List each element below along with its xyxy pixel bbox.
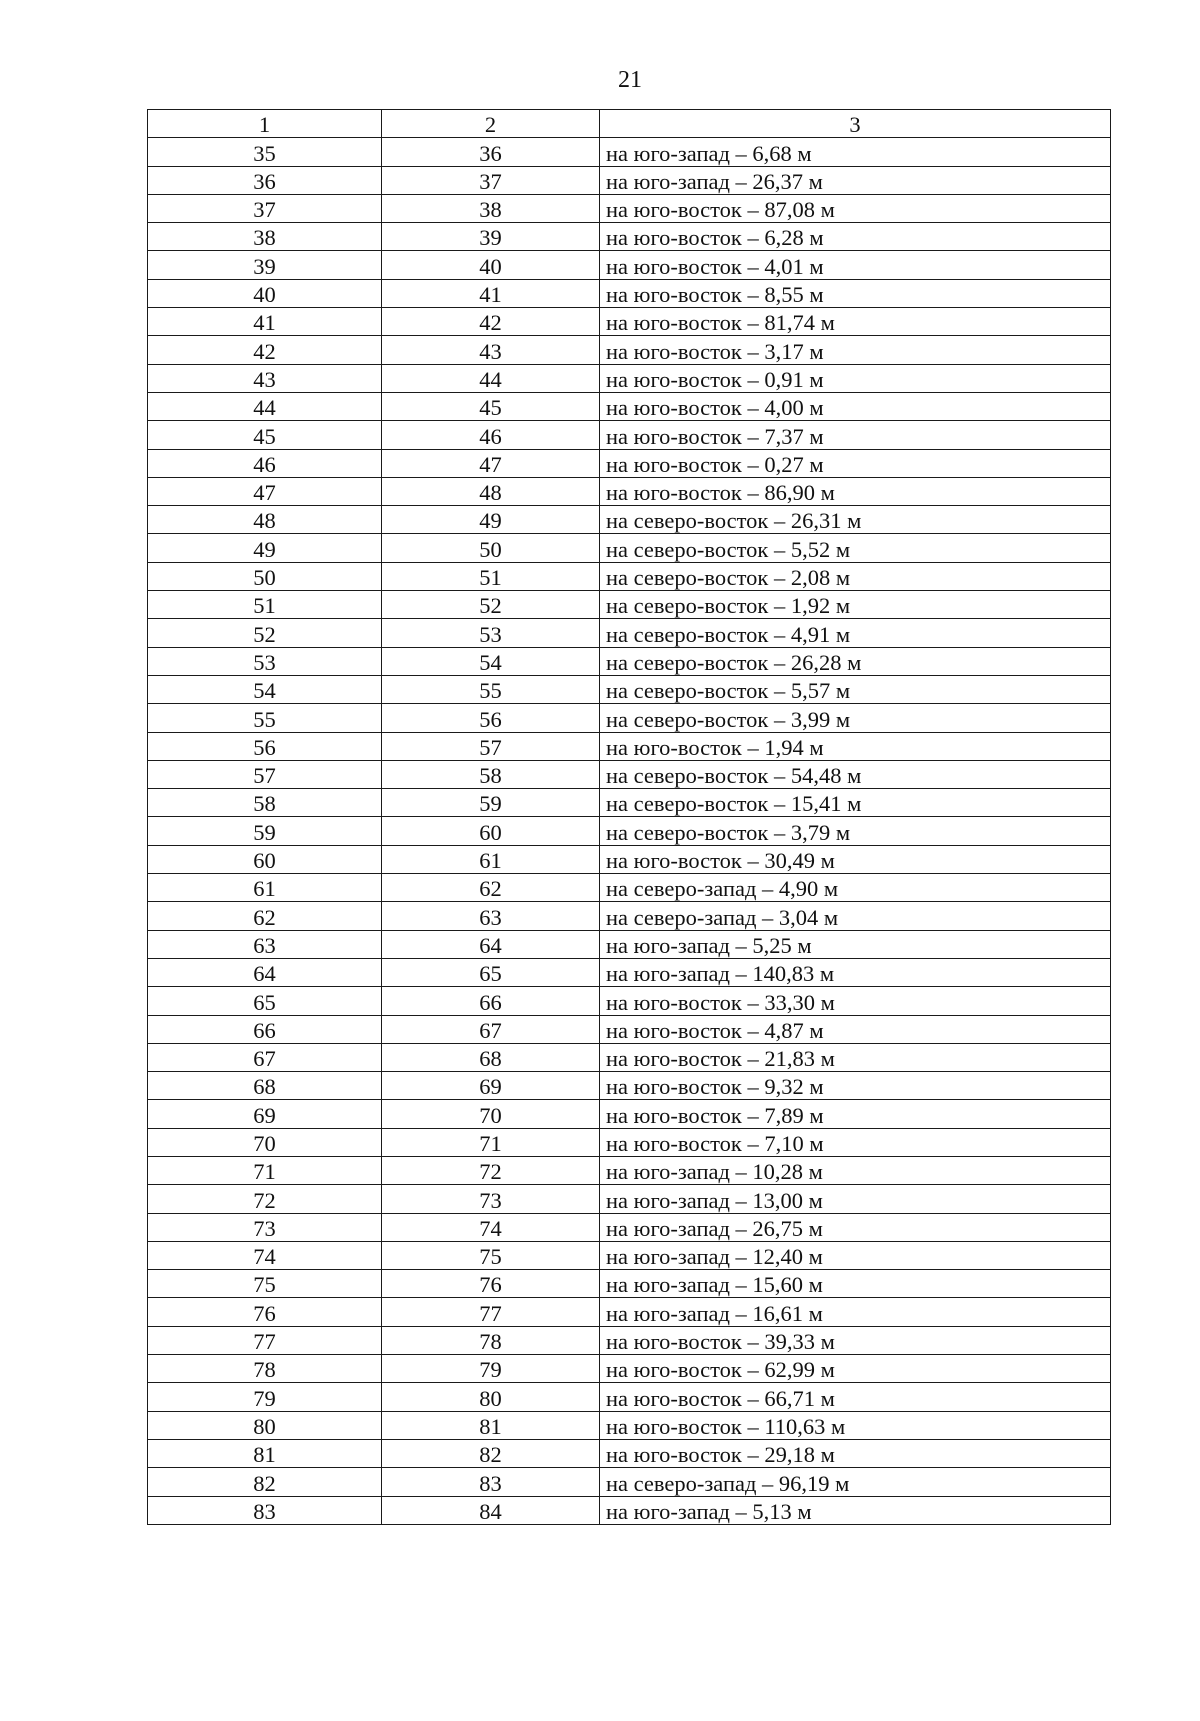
from-point-cell: 61 [148,874,382,902]
to-point-cell: 45 [382,392,600,420]
from-point-cell: 65 [148,987,382,1015]
direction-distance-cell: на северо-восток – 54,48 м [600,760,1111,788]
column-header-2: 2 [382,110,600,138]
table-row [148,364,1111,392]
from-point-cell: 49 [148,534,382,562]
direction-distance-cell: на юго-запад – 26,75 м [600,1213,1111,1241]
direction-distance-cell: на юго-восток – 81,74 м [600,308,1111,336]
table-body [148,138,1111,1525]
direction-distance-cell: на юго-восток – 86,90 м [600,477,1111,505]
table-row [148,421,1111,449]
page-number: 21 [618,67,642,93]
direction-distance-cell: на юго-восток – 29,18 м [600,1439,1111,1467]
to-point-cell: 72 [382,1156,600,1184]
to-point-cell: 44 [382,364,600,392]
direction-distance-cell: на юго-восток – 4,01 м [600,251,1111,279]
to-point-cell: 83 [382,1468,600,1496]
to-point-cell: 59 [382,789,600,817]
direction-distance-cell: на юго-восток – 62,99 м [600,1355,1111,1383]
from-point-cell: 39 [148,251,382,279]
from-point-cell: 35 [148,138,382,166]
direction-distance-cell: на юго-восток – 110,63 м [600,1411,1111,1439]
table-row [148,1015,1111,1043]
direction-distance-cell: на северо-запад – 96,19 м [600,1468,1111,1496]
to-point-cell: 52 [382,591,600,619]
to-point-cell: 66 [382,987,600,1015]
to-point-cell: 81 [382,1411,600,1439]
direction-distance-cell: на юго-восток – 8,55 м [600,279,1111,307]
from-point-cell: 50 [148,562,382,590]
to-point-cell: 46 [382,421,600,449]
direction-distance-cell: на северо-восток – 2,08 м [600,562,1111,590]
to-point-cell: 47 [382,449,600,477]
direction-distance-cell: на юго-запад – 140,83 м [600,958,1111,986]
direction-distance-cell: на северо-восток – 15,41 м [600,789,1111,817]
direction-distance-cell: на северо-восток – 3,79 м [600,817,1111,845]
from-point-cell: 43 [148,364,382,392]
from-point-cell: 77 [148,1326,382,1354]
from-point-cell: 79 [148,1383,382,1411]
table-row [148,1326,1111,1354]
from-point-cell: 73 [148,1213,382,1241]
direction-distance-cell: на юго-восток – 3,17 м [600,336,1111,364]
to-point-cell: 51 [382,562,600,590]
to-point-cell: 58 [382,760,600,788]
to-point-cell: 62 [382,874,600,902]
from-point-cell: 71 [148,1156,382,1184]
table-row [148,1213,1111,1241]
from-point-cell: 54 [148,675,382,703]
from-point-cell: 53 [148,647,382,675]
table-row [148,1468,1111,1496]
to-point-cell: 56 [382,704,600,732]
table-row [148,732,1111,760]
direction-distance-cell: на северо-восток – 4,91 м [600,619,1111,647]
table-row [148,902,1111,930]
to-point-cell: 39 [382,223,600,251]
direction-distance-cell: на юго-восток – 21,83 м [600,1043,1111,1071]
from-point-cell: 57 [148,760,382,788]
to-point-cell: 63 [382,902,600,930]
table-header-row [148,110,1111,138]
from-point-cell: 60 [148,845,382,873]
direction-distance-cell: на юго-запад – 5,13 м [600,1496,1111,1524]
to-point-cell: 77 [382,1298,600,1326]
table-row [148,1043,1111,1071]
table-row [148,789,1111,817]
to-point-cell: 42 [382,308,600,336]
from-point-cell: 52 [148,619,382,647]
from-point-cell: 37 [148,194,382,222]
table-row [148,591,1111,619]
direction-distance-cell: на юго-восток – 33,30 м [600,987,1111,1015]
table-row [148,138,1111,166]
to-point-cell: 37 [382,166,600,194]
to-point-cell: 48 [382,477,600,505]
direction-distance-cell: на юго-восток – 1,94 м [600,732,1111,760]
to-point-cell: 64 [382,930,600,958]
to-point-cell: 74 [382,1213,600,1241]
table-row [148,987,1111,1015]
table-row [148,647,1111,675]
table-row [148,958,1111,986]
table-row [148,392,1111,420]
column-header-1: 1 [148,110,382,138]
to-point-cell: 61 [382,845,600,873]
from-point-cell: 36 [148,166,382,194]
direction-distance-cell: на юго-запад – 13,00 м [600,1185,1111,1213]
direction-distance-cell: на юго-восток – 7,89 м [600,1100,1111,1128]
direction-distance-cell: на северо-запад – 3,04 м [600,902,1111,930]
to-point-cell: 54 [382,647,600,675]
to-point-cell: 79 [382,1355,600,1383]
to-point-cell: 75 [382,1241,600,1269]
from-point-cell: 51 [148,591,382,619]
table-row [148,675,1111,703]
table-row [148,1156,1111,1184]
to-point-cell: 65 [382,958,600,986]
direction-distance-cell: на юго-запад – 5,25 м [600,930,1111,958]
from-point-cell: 44 [148,392,382,420]
to-point-cell: 70 [382,1100,600,1128]
from-point-cell: 63 [148,930,382,958]
direction-distance-cell: на юго-восток – 9,32 м [600,1072,1111,1100]
to-point-cell: 76 [382,1270,600,1298]
coordinates-table [147,109,1111,1525]
from-point-cell: 40 [148,279,382,307]
table-row [148,1496,1111,1524]
column-header-3: 3 [600,110,1111,138]
table-row [148,336,1111,364]
direction-distance-cell: на северо-восток – 5,57 м [600,675,1111,703]
direction-distance-cell: на юго-восток – 4,87 м [600,1015,1111,1043]
table-row [148,619,1111,647]
from-point-cell: 76 [148,1298,382,1326]
from-point-cell: 81 [148,1439,382,1467]
to-point-cell: 69 [382,1072,600,1100]
from-point-cell: 75 [148,1270,382,1298]
table-row [148,760,1111,788]
from-point-cell: 69 [148,1100,382,1128]
from-point-cell: 82 [148,1468,382,1496]
direction-distance-cell: на юго-запад – 26,37 м [600,166,1111,194]
from-point-cell: 62 [148,902,382,930]
from-point-cell: 72 [148,1185,382,1213]
direction-distance-cell: на юго-восток – 0,27 м [600,449,1111,477]
table-row [148,845,1111,873]
from-point-cell: 78 [148,1355,382,1383]
table-row [148,874,1111,902]
table-row [148,449,1111,477]
to-point-cell: 78 [382,1326,600,1354]
direction-distance-cell: на юго-запад – 12,40 м [600,1241,1111,1269]
direction-distance-cell: на северо-запад – 4,90 м [600,874,1111,902]
to-point-cell: 73 [382,1185,600,1213]
from-point-cell: 66 [148,1015,382,1043]
direction-distance-cell: на северо-восток – 1,92 м [600,591,1111,619]
table-row [148,1128,1111,1156]
table-row [148,251,1111,279]
from-point-cell: 70 [148,1128,382,1156]
to-point-cell: 40 [382,251,600,279]
table-row [148,817,1111,845]
from-point-cell: 74 [148,1241,382,1269]
to-point-cell: 43 [382,336,600,364]
to-point-cell: 84 [382,1496,600,1524]
table-row [148,1383,1111,1411]
to-point-cell: 49 [382,506,600,534]
to-point-cell: 82 [382,1439,600,1467]
direction-distance-cell: на юго-запад – 16,61 м [600,1298,1111,1326]
table-row [148,704,1111,732]
direction-distance-cell: на северо-восток – 3,99 м [600,704,1111,732]
from-point-cell: 45 [148,421,382,449]
from-point-cell: 47 [148,477,382,505]
table-row [148,477,1111,505]
direction-distance-cell: на юго-восток – 87,08 м [600,194,1111,222]
from-point-cell: 48 [148,506,382,534]
table-row [148,223,1111,251]
table-row [148,562,1111,590]
to-point-cell: 36 [382,138,600,166]
table-row [148,1411,1111,1439]
to-point-cell: 41 [382,279,600,307]
to-point-cell: 53 [382,619,600,647]
from-point-cell: 83 [148,1496,382,1524]
table-row [148,166,1111,194]
direction-distance-cell: на северо-восток – 5,52 м [600,534,1111,562]
from-point-cell: 67 [148,1043,382,1071]
direction-distance-cell: на юго-восток – 39,33 м [600,1326,1111,1354]
direction-distance-cell: на северо-восток – 26,31 м [600,506,1111,534]
direction-distance-cell: на юго-восток – 6,28 м [600,223,1111,251]
from-point-cell: 68 [148,1072,382,1100]
to-point-cell: 60 [382,817,600,845]
from-point-cell: 38 [148,223,382,251]
from-point-cell: 80 [148,1411,382,1439]
table-row [148,1241,1111,1269]
to-point-cell: 50 [382,534,600,562]
direction-distance-cell: на юго-восток – 66,71 м [600,1383,1111,1411]
table-row [148,194,1111,222]
to-point-cell: 55 [382,675,600,703]
table-row [148,308,1111,336]
table-row [148,279,1111,307]
to-point-cell: 71 [382,1128,600,1156]
from-point-cell: 55 [148,704,382,732]
table-row [148,1439,1111,1467]
table-row [148,1185,1111,1213]
table-row [148,534,1111,562]
from-point-cell: 56 [148,732,382,760]
to-point-cell: 38 [382,194,600,222]
to-point-cell: 67 [382,1015,600,1043]
from-point-cell: 41 [148,308,382,336]
table-row [148,1072,1111,1100]
direction-distance-cell: на юго-запад – 10,28 м [600,1156,1111,1184]
table-row [148,930,1111,958]
direction-distance-cell: на юго-запад – 15,60 м [600,1270,1111,1298]
table-row [148,1270,1111,1298]
direction-distance-cell: на юго-восток – 4,00 м [600,392,1111,420]
table-row [148,1100,1111,1128]
direction-distance-cell: на юго-восток – 7,10 м [600,1128,1111,1156]
from-point-cell: 64 [148,958,382,986]
direction-distance-cell: на юго-восток – 30,49 м [600,845,1111,873]
from-point-cell: 42 [148,336,382,364]
table-row [148,506,1111,534]
from-point-cell: 58 [148,789,382,817]
table-row [148,1298,1111,1326]
from-point-cell: 46 [148,449,382,477]
to-point-cell: 80 [382,1383,600,1411]
to-point-cell: 57 [382,732,600,760]
direction-distance-cell: на северо-восток – 26,28 м [600,647,1111,675]
direction-distance-cell: на юго-восток – 0,91 м [600,364,1111,392]
direction-distance-cell: на юго-запад – 6,68 м [600,138,1111,166]
to-point-cell: 68 [382,1043,600,1071]
from-point-cell: 59 [148,817,382,845]
table-row [148,1355,1111,1383]
direction-distance-cell: на юго-восток – 7,37 м [600,421,1111,449]
